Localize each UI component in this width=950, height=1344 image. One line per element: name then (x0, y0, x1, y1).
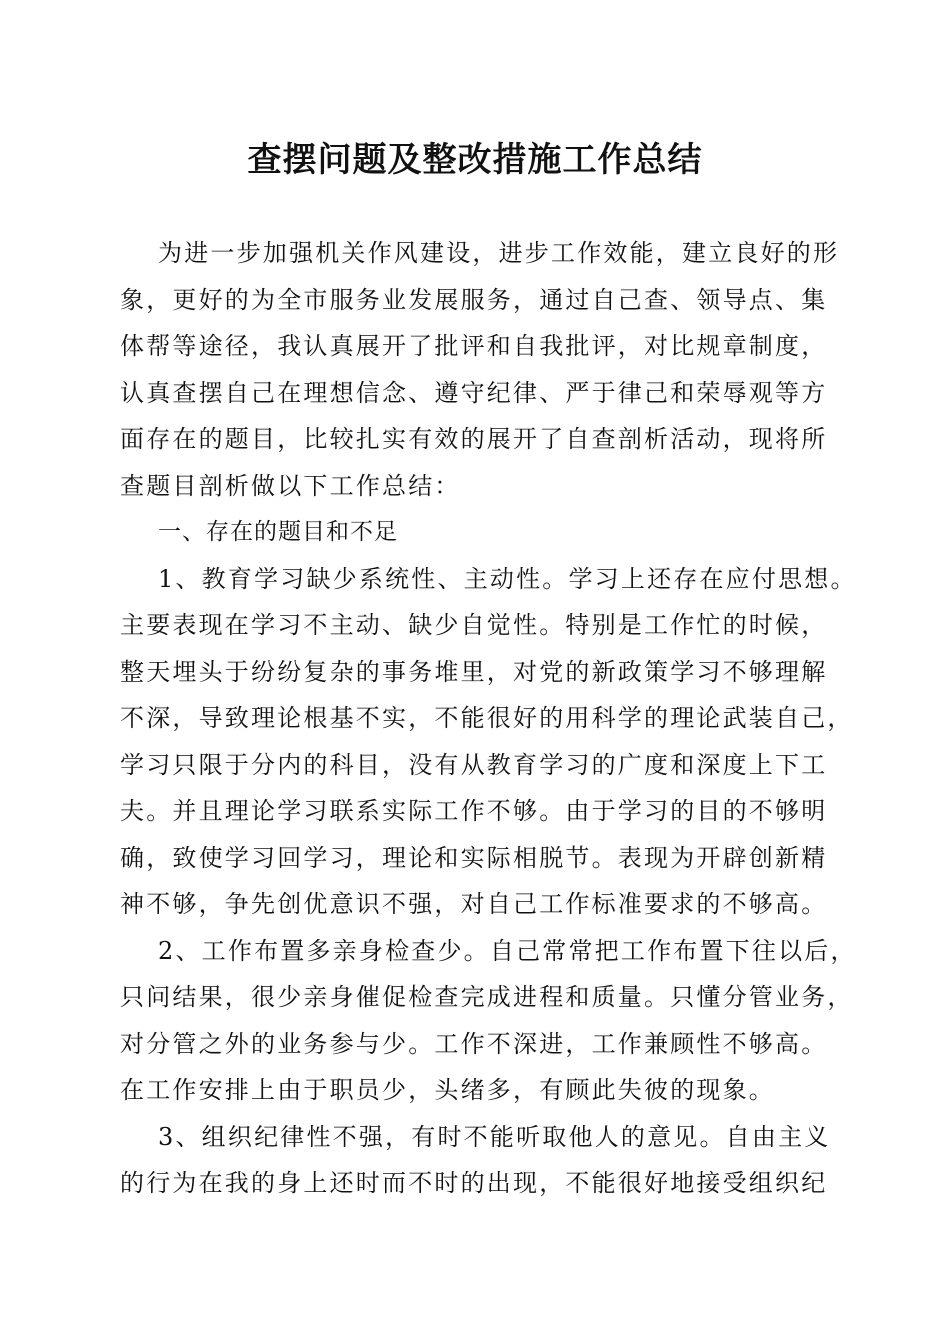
item1-line-4: 不深，导致理论根基不实，不能很好的用科学的理论武装自己， (120, 704, 854, 732)
item2-line-2: 只问结果，很少亲身催促检查完成进程和质量。只懂分管业务， (120, 983, 854, 1011)
item2-line-3: 对分管之外的业务参与少。工作不深进，工作兼顾性不够高。 (120, 1029, 828, 1058)
section-heading: 一、存在的题目和不足 (158, 519, 398, 545)
document-body (120, 230, 857, 1207)
item3-line-2: 的行为在我的身上还时而不时的出现，不能很好地接受组织纪 (120, 1169, 828, 1197)
item2-line-1: 2、工作布置多亲身检查少。自己常常把工作布置下往以后， (158, 936, 857, 965)
item3-line-1: 3、组织纪律性不强，有时不能听取他人的意见。自由主义 (158, 1122, 831, 1151)
item1-line-2: 主要表现在学习不主动、缺少自觉性。特别是工作忙的时候， (120, 611, 828, 639)
item2-line-4: 在工作安排上由于职员少，头绪多，有顾此失彼的现象。 (120, 1076, 775, 1104)
item1-line-1: 1、教育学习缺少系统性、主动性。学习上还存在应付思想。 (158, 564, 857, 593)
item1-line-8: 神不够，争先创优意识不强，对自己工作标准要求的不够高。 (120, 890, 828, 918)
intro-line-6: 查题目剖析做以下工作总结： (120, 471, 461, 500)
intro-line-5: 面存在的题目，比较扎实有效的展开了自查剖析活动，现将所 (120, 425, 828, 453)
item1-line-3: 整天埋头于纷纷复杂的事务堆里，对党的新政策学习不够理解 (120, 657, 828, 686)
document-title: 查摆问题及整改措施工作总结 (247, 140, 703, 180)
intro-line-4: 认真查摆自己在理想信念、遵守纪律、严于律己和荣辱观等方 (120, 378, 828, 407)
item1-line-6: 夫。并且理论学习联系实际工作不够。由于学习的目的不够明 (120, 797, 828, 825)
intro-line-2: 象，更好的为全市服务业发展服务，通过自己查、领导点、集 (120, 285, 828, 314)
intro-line-1: 为进一步加强机关作风建设，进步工作效能，建立良好的形 (158, 239, 840, 267)
intro-line-3: 体帮等途径，我认真展开了批评和自我批评，对比规章制度， (120, 332, 828, 360)
item1-line-5: 学习只限于分内的科目，没有从教育学习的广度和深度上下工 (120, 750, 828, 779)
item1-line-7: 确，致使学习回学习，理论和实际相脱节。表现为开辟创新精 (120, 843, 828, 872)
